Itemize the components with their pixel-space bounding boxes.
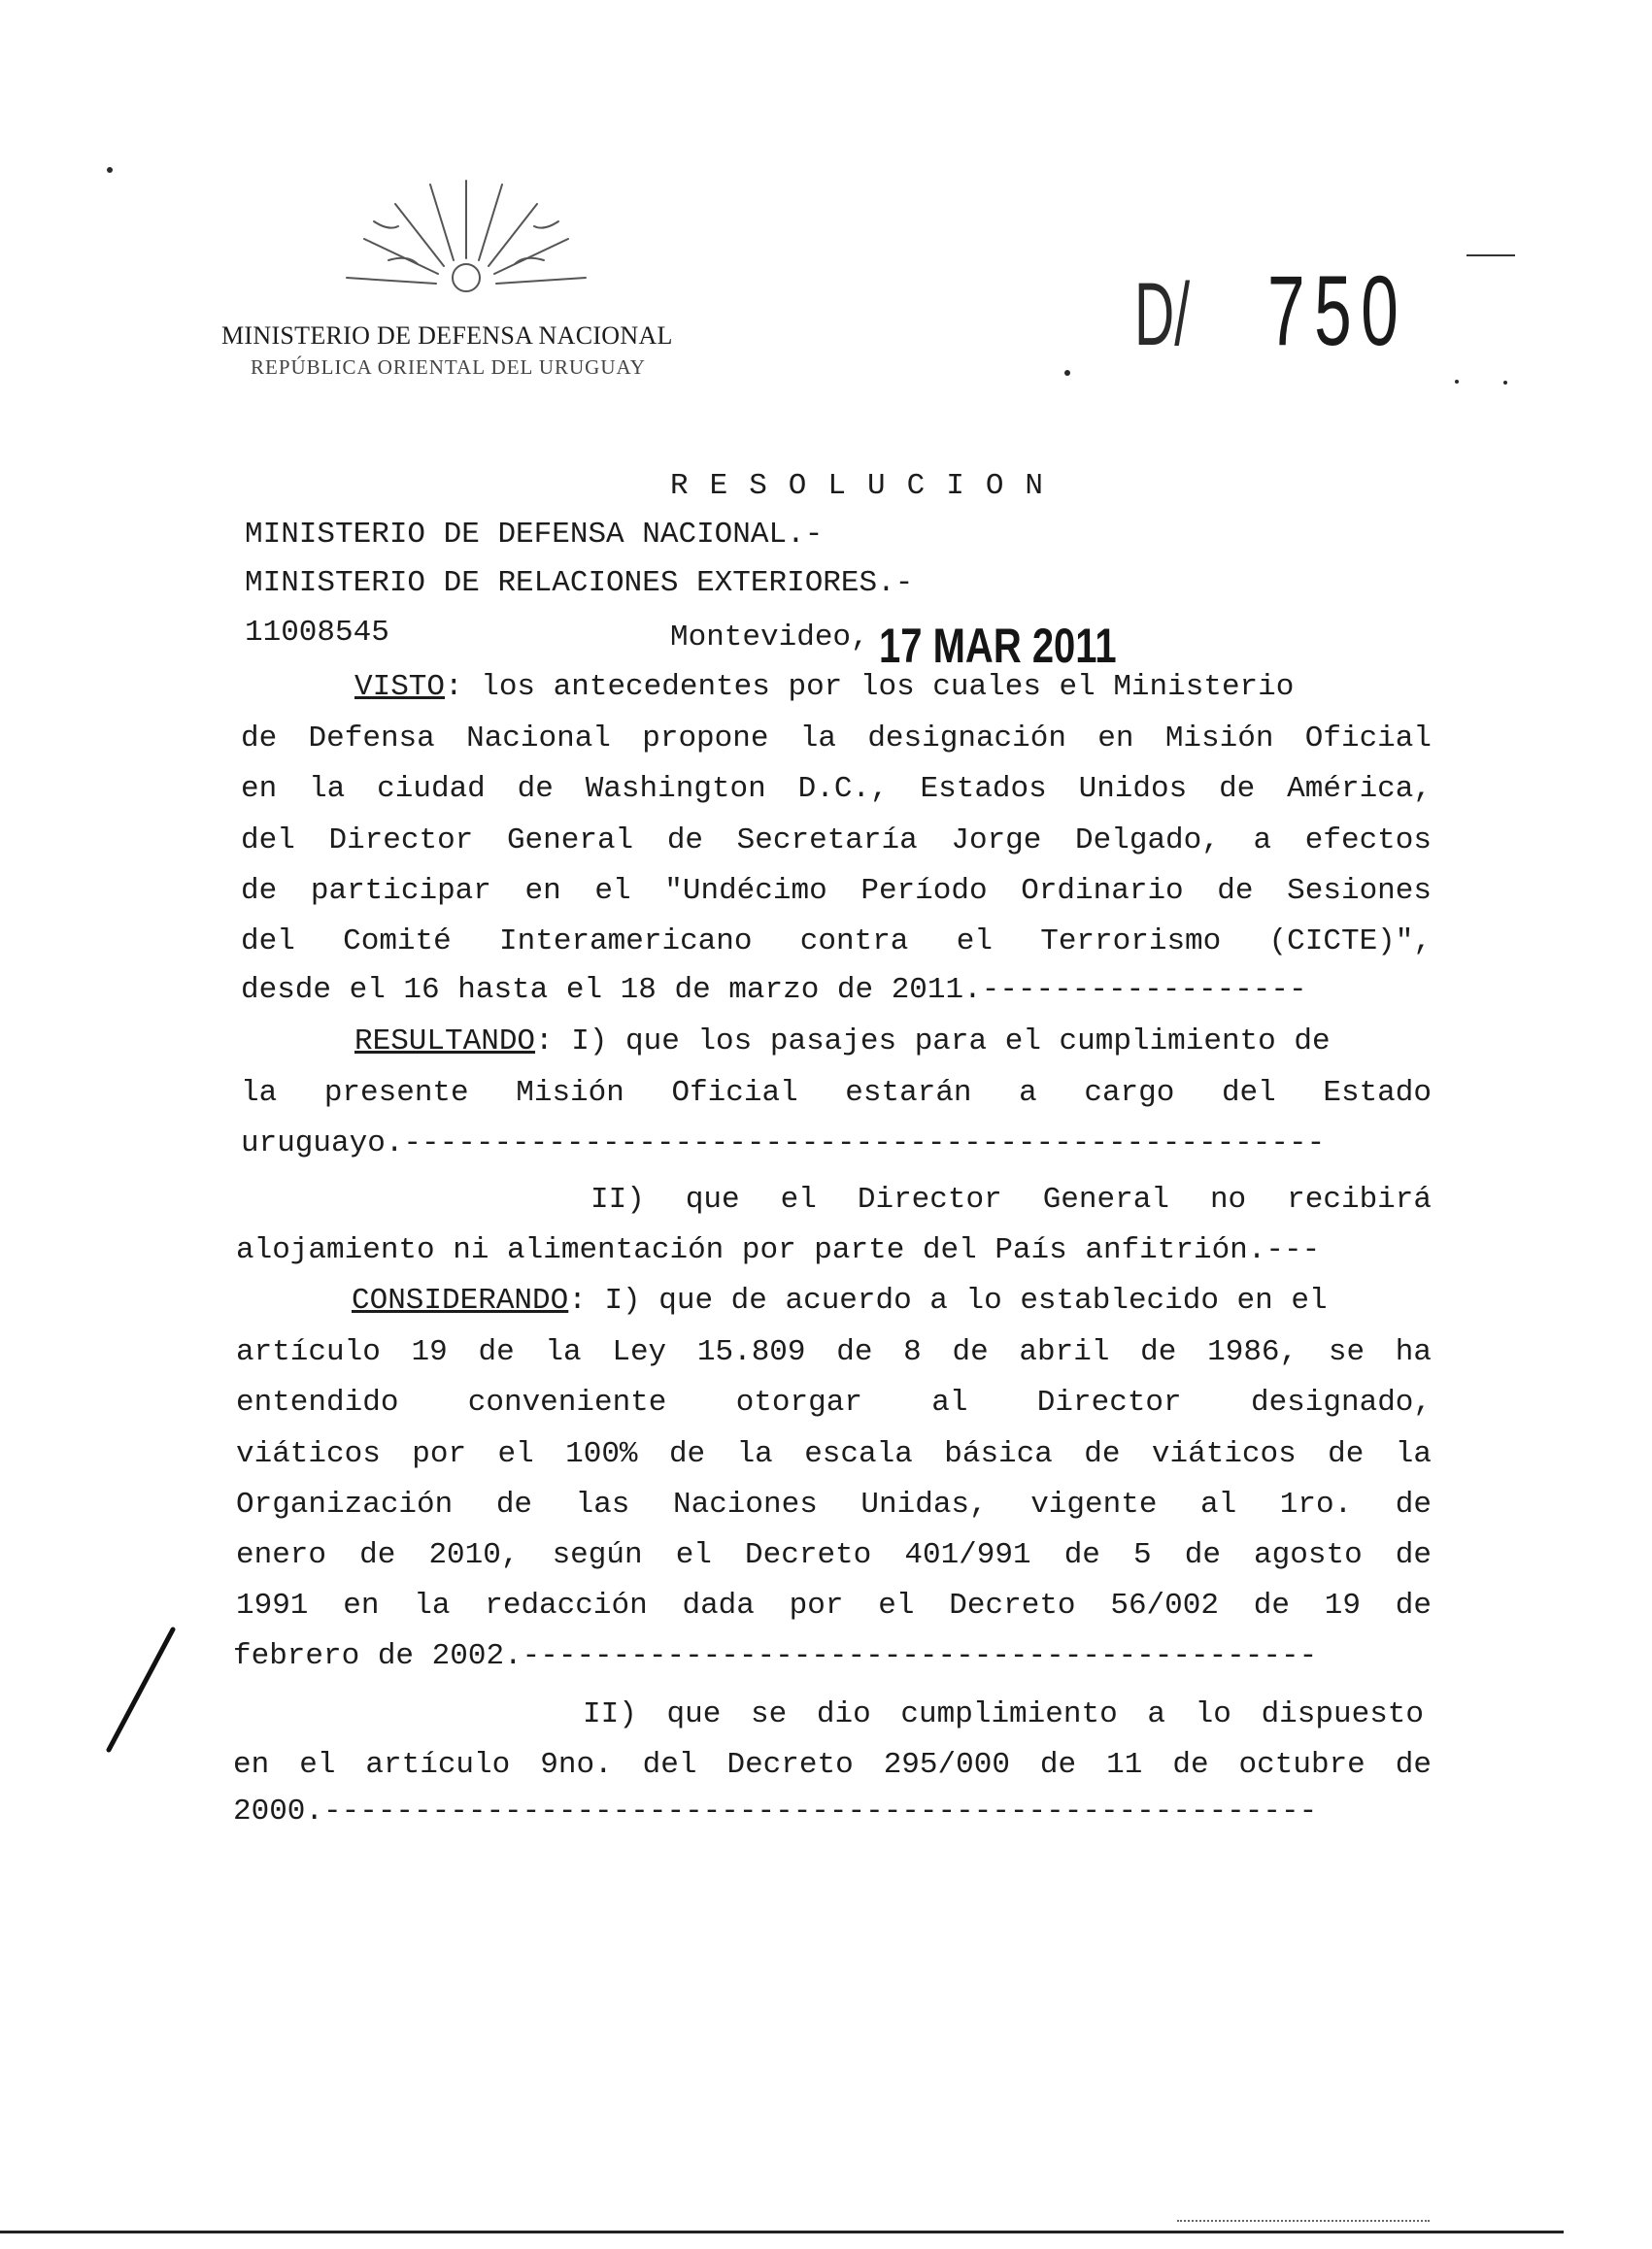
resultando-line-1-text: : I) que los pasajes para el cumplimiento de [535, 1024, 1331, 1058]
document-title: RESOLUCION [670, 469, 1065, 503]
date-stamp: 17 MAR 2011 [879, 619, 1117, 673]
resultando-line-4: II) que el Director General no recibirá [590, 1183, 1432, 1217]
considerando-line-7: 1991 en la redacción dada por el Decreto 56/002 de 19 de [236, 1589, 1432, 1623]
letterhead-country: REPÚBLICA ORIENTAL DEL URUGUAY [251, 355, 646, 379]
visto-line-7: desde el 16 hasta el 18 de marzo de 2011.------------------ [241, 973, 1307, 1007]
resultando-line-2: la presente Misión Oficial estarán a cargo del Estado [241, 1076, 1432, 1110]
file-number: 11008545 [245, 616, 389, 650]
considerando-line-3: entendido conveniente otorgar al Director designado, [236, 1386, 1432, 1420]
uruguay-sun-seal-icon [335, 163, 597, 309]
issuer-defense: MINISTERIO DE DEFENSA NACIONAL.- [245, 518, 824, 552]
scan-dot [1064, 370, 1070, 376]
scan-dot [1503, 381, 1507, 385]
considerando-line-1 [352, 1286, 1328, 1316]
considerando-line-8: febrero de 2002.-------------------------------------------- [233, 1639, 1318, 1673]
visto-line-4: del Director General de Secretaría Jorge Delgado, a efectos [241, 823, 1432, 857]
considerando-label: CONSIDERANDO [352, 1284, 569, 1318]
signature-trace [1177, 2214, 1430, 2222]
visto-line-2: de Defensa Nacional propone la designación en Misión Oficial [241, 722, 1432, 755]
visto-line-5: de participar en el "Undécimo Período Ordinario de Sesiones [241, 874, 1432, 908]
resultando-line-1 [354, 1026, 1331, 1057]
scan-dot [1455, 380, 1459, 384]
resultando-line-3: uruguayo.--------------------------------------------------- [241, 1126, 1326, 1160]
considerando-line-6: enero de 2010, según el Decreto 401/991 de 5 de agosto de [236, 1538, 1432, 1572]
resultando-label: RESULTANDO [354, 1024, 536, 1058]
visto-line-6: del Comité Interamericano contra el Terrorismo (CICTE)", [241, 924, 1432, 958]
considerando-line-4: viáticos por el 100% de la escala básica de viáticos de la [236, 1437, 1432, 1471]
scan-streak [1467, 254, 1515, 256]
visto-line-1-text: : los antecedentes por los cuales el Ministerio [445, 670, 1295, 704]
visto-line-3: en la ciudad de Washington D.C., Estados Unidos de América, [241, 772, 1432, 806]
margin-slash-mark [97, 1622, 185, 1758]
stamp-prefix: D/ [1134, 265, 1191, 364]
considerando-line-1-text: : I) que de acuerdo a lo establecido en el [568, 1284, 1328, 1318]
considerando-line-5: Organización de las Naciones Unidas, vigente al 1ro. de [236, 1488, 1432, 1522]
visto-line-1 [354, 672, 1432, 702]
considerando-line-11: 2000.------------------------------------------------------- [233, 1795, 1318, 1829]
visto-label: VISTO [354, 670, 446, 704]
scan-dot [107, 167, 113, 173]
place: Montevideo, [670, 621, 869, 655]
resultando-line-5: alojamiento ni alimentación por parte del País anfitrión.--- [236, 1233, 1321, 1267]
letterhead-ministry: MINISTERIO DE DEFENSA NACIONAL [221, 321, 673, 350]
bottom-rule [0, 2231, 1564, 2233]
issuer-foreign-affairs: MINISTERIO DE RELACIONES EXTERIORES.- [245, 566, 914, 600]
considerando-line-9: II) que se dio cumplimiento a lo dispuesto [583, 1697, 1424, 1731]
considerando-line-10: en el artículo 9no. del Decreto 295/000 de 11 de octubre de [233, 1748, 1432, 1782]
resolution-number: 750 [1267, 255, 1408, 366]
considerando-line-2: artículo 19 de la Ley 15.809 de 8 de abril de 1986, se ha [236, 1335, 1432, 1369]
